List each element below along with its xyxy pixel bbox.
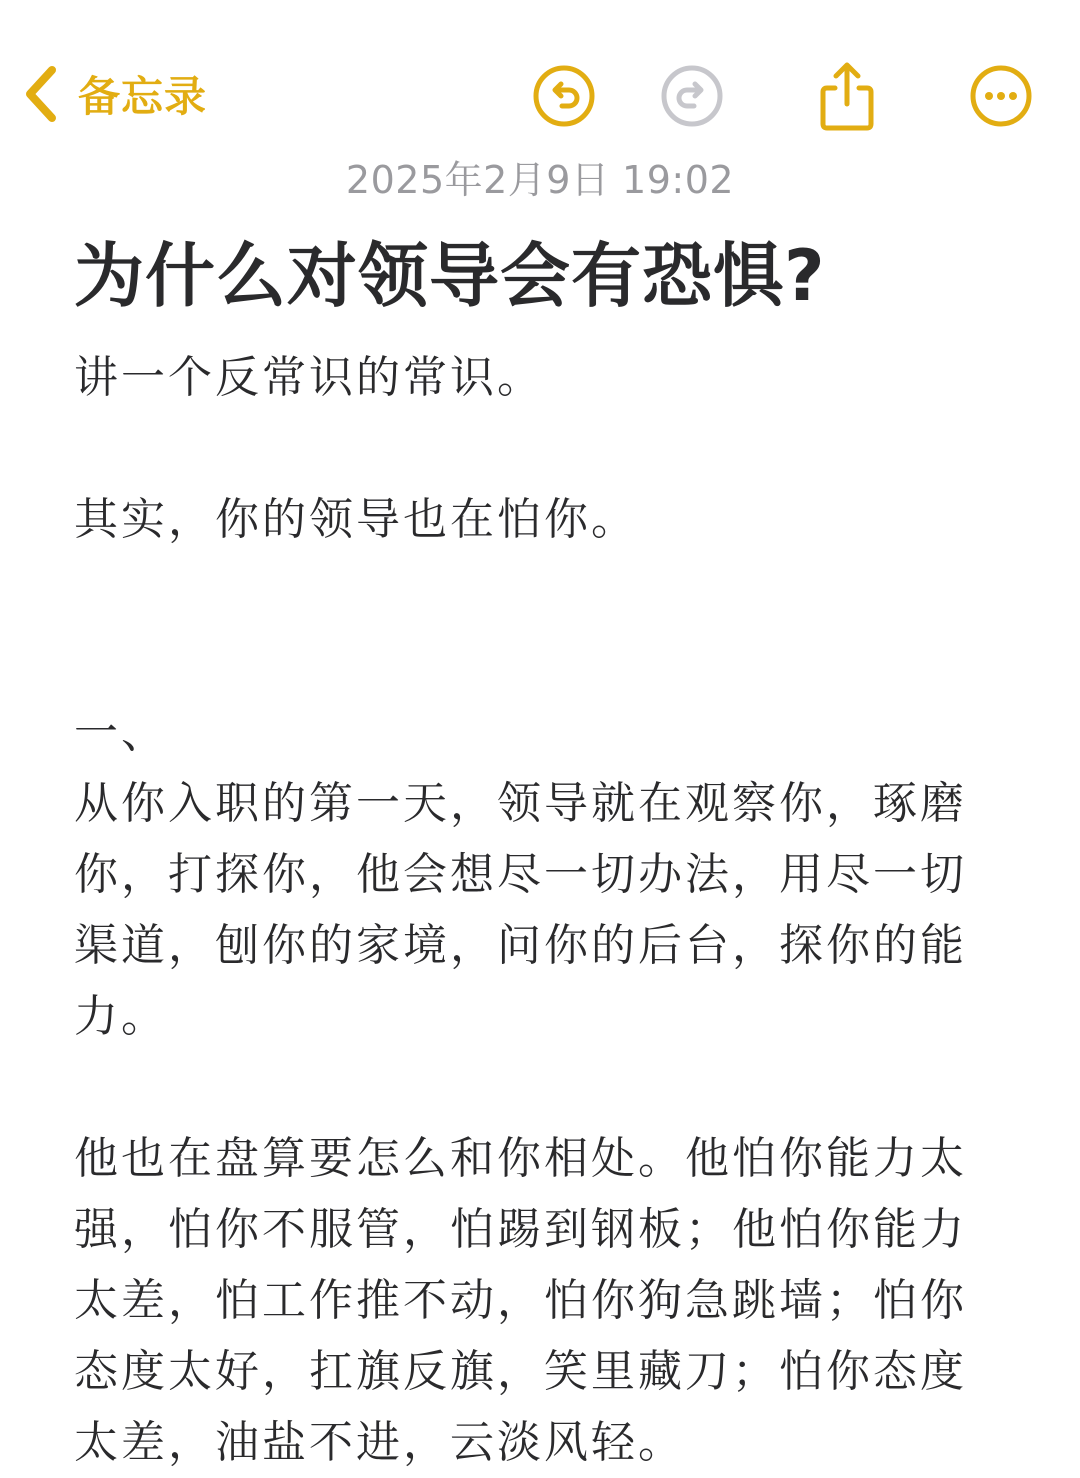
- note-timestamp: 2025年2月9日 19:02: [345, 158, 735, 202]
- blank-line: [74, 413, 986, 484]
- redo-button[interactable]: [660, 64, 724, 128]
- note-paragraph: 他也在盘算要怎么和你相处。他怕你能力太强，怕你不服管，怕踢到钢板；他怕你能力太差，怕工作推不动，怕你狗急跳墙；怕你态度太好，扛旗反旗，笑里藏刀；怕你态度太差，油盐不进，云淡风轻。: [74, 1133, 967, 1468]
- note-section-heading: 一、: [74, 707, 168, 758]
- more-icon: [969, 64, 1033, 128]
- note-paragraph: 讲一个反常识的常识。: [74, 352, 544, 403]
- blank-line: [74, 1052, 986, 1123]
- blank-line: [74, 626, 986, 697]
- blank-line: [74, 555, 986, 626]
- note-title[interactable]: 为什么对领导会有恐惧?: [74, 235, 826, 317]
- undo-icon: [532, 64, 596, 128]
- undo-button[interactable]: [532, 64, 596, 128]
- note-paragraph: 其实，你的领导也在怕你。: [74, 494, 638, 545]
- redo-icon: [660, 64, 724, 128]
- note-paragraph: 从你入职的第一天，领导就在观察你，琢磨你，打探你，他会想尽一切办法，用尽一切渠道，刨你的家境，问你的后台，探你的能力。: [74, 778, 967, 1042]
- back-label: 备忘录: [78, 72, 208, 121]
- back-button[interactable]: [22, 62, 207, 126]
- more-button[interactable]: [969, 64, 1033, 128]
- share-icon: [815, 60, 879, 132]
- note-body[interactable]: [74, 342, 986, 1478]
- navigation-bar: [0, 40, 1080, 150]
- chevron-left-icon: [22, 64, 60, 124]
- share-button[interactable]: [815, 64, 879, 128]
